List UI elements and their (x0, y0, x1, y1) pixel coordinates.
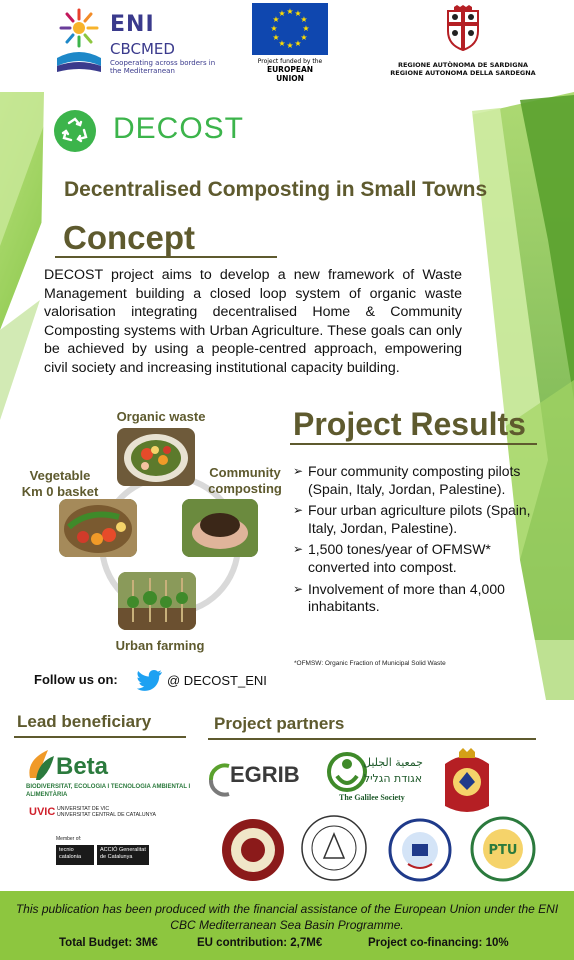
jordan-coat-of-arms-logo (437, 746, 497, 818)
photo-urban-farming (118, 572, 196, 630)
twitter-icon[interactable] (137, 669, 163, 691)
recycle-icon (54, 110, 96, 152)
results-list (293, 463, 545, 620)
university-seal-1-logo (220, 817, 286, 883)
accio-logo: ACCIÓ Generalitat de Catalunya (97, 845, 149, 865)
project-subtitle: Decentralised Composting in Small Towns (64, 178, 488, 201)
eu-caption-top: Project funded by the (257, 58, 323, 65)
photo-compost (182, 499, 258, 557)
svg-text:★: ★ (300, 33, 308, 42)
tecnio-logo: tecnio catalonia (56, 845, 94, 865)
list-item (293, 541, 545, 576)
divider (290, 443, 537, 445)
uvic-subtitle (57, 806, 156, 818)
svg-text:★: ★ (272, 33, 280, 42)
photo-vegetable-basket (59, 499, 137, 557)
divider (208, 738, 536, 740)
label-vegetable-1: Vegetable (29, 468, 91, 483)
arrow-bullet-icon: ➢ (293, 464, 304, 478)
result-text: Four urban agriculture pilots (Spain, Italy, Jordan, Palestine). (308, 502, 531, 536)
list-item (293, 502, 545, 537)
svg-text:★: ★ (302, 24, 310, 33)
uvic-sub-2: UNIVERSITAT CENTRAL DE CATALUNYA (57, 812, 156, 818)
footer-bar (0, 891, 574, 960)
svg-text:★: ★ (278, 9, 286, 18)
univpm-seal-logo (300, 814, 368, 882)
svg-text:★: ★ (286, 41, 294, 50)
university-seal-3-logo (388, 818, 452, 882)
label-community-2: composting (208, 481, 282, 496)
project-acronym: DECOST (113, 112, 245, 145)
palestine-technical-university-logo (470, 816, 536, 882)
sardinia-caption-1: REGIONE AUTÒNOMA DE SARDIGNA (397, 61, 529, 69)
label-urban-farming: Urban farming (115, 638, 205, 653)
member-of-label: Member of: (56, 836, 82, 842)
svg-text:PTU: PTU (488, 843, 518, 858)
svg-text:אגודת הגליל: אגודת הגליל (363, 772, 423, 785)
egrib-logo: EGRIB (230, 762, 300, 787)
eu-caption-bottom: EUROPEAN UNION (266, 65, 314, 83)
svg-text:★: ★ (286, 7, 294, 16)
result-text: Four community composting pilots (Spain, Italy, Jordan, Palestine). (308, 463, 521, 497)
photo-organic-waste (117, 428, 195, 486)
arrow-bullet-icon: ➢ (293, 542, 304, 557)
total-budget: Total Budget: 3M€ (59, 937, 158, 949)
beta-leaf-icon (26, 748, 56, 782)
uvic-sub-1: UNIVERSITAT DE VIC (57, 806, 110, 812)
arrow-bullet-icon: ➢ (293, 503, 304, 518)
svg-text:★: ★ (294, 39, 302, 48)
list-item (293, 581, 545, 616)
label-organic-waste: Organic waste (116, 409, 206, 424)
partners-heading: Project partners (214, 714, 345, 733)
eu-contribution: EU contribution: 2,7M€ (197, 937, 323, 949)
concept-text: DECOST project aims to develop a new framework of Waste Management building a closed loop system of organic waste valorisation integrating decentralised Home & Community Composting systems with Urban Agriculture. These goals can only be achieved by using a people-centred approach, empowering civil society and increasing institutional capacity building. (44, 267, 462, 376)
beta-subtitle: BIODIVERSITAT, ECOLOGIA I TECNOLOGIA AMBIENTAL I ALIMENTÀRIA (26, 784, 191, 798)
svg-text:★: ★ (294, 9, 302, 18)
footnote: *OFMSW: Organic Fraction of Municipal Solid Waste (294, 660, 446, 667)
cbcmed-text: CBCMED (110, 40, 175, 58)
label-vegetable-2: Km 0 basket (21, 484, 99, 499)
results-heading: Project Results (293, 406, 526, 442)
label-community-1: Community (209, 465, 281, 480)
svg-text:★: ★ (272, 15, 280, 24)
galilee-society-logo (323, 750, 433, 794)
sardinia-caption-2: REGIONE AUTONOMA DELLA SARDEGNA (390, 69, 536, 77)
follow-label: Follow us on: (34, 672, 118, 687)
galilee-caption: The Galilee Society (339, 793, 405, 802)
funding-disclaimer: This publication has been produced with the financial assistance of the European Union under the ENI CBC Mediterranean Sea Basin Programme. (15, 902, 559, 932)
arrow-bullet-icon: ➢ (293, 581, 304, 596)
result-text: 1,500 tones/year of OFMSW* converted into compost. (308, 541, 491, 575)
eni-text: ENI (110, 12, 155, 37)
co-financing: Project co-financing: 10% (368, 937, 509, 949)
twitter-handle[interactable]: @ DECOST_ENI (167, 673, 267, 688)
list-item (293, 463, 545, 498)
uvic-logo: UVIC (29, 806, 56, 818)
svg-text:★: ★ (278, 39, 286, 48)
concept-heading: Concept (63, 219, 195, 256)
divider (55, 256, 277, 258)
svg-text:★: ★ (300, 15, 308, 24)
divider (14, 736, 186, 738)
beta-name: Beta (56, 753, 109, 780)
eni-tagline: Cooperating across borders in the Mediterranean (110, 59, 216, 75)
lead-heading: Lead beneficiary (17, 712, 152, 731)
svg-text:جمعية الجليل: جمعية الجليل (363, 756, 423, 769)
result-text: Involvement of more than 4,000 inhabitants. (308, 580, 505, 615)
svg-text:★: ★ (270, 24, 278, 33)
